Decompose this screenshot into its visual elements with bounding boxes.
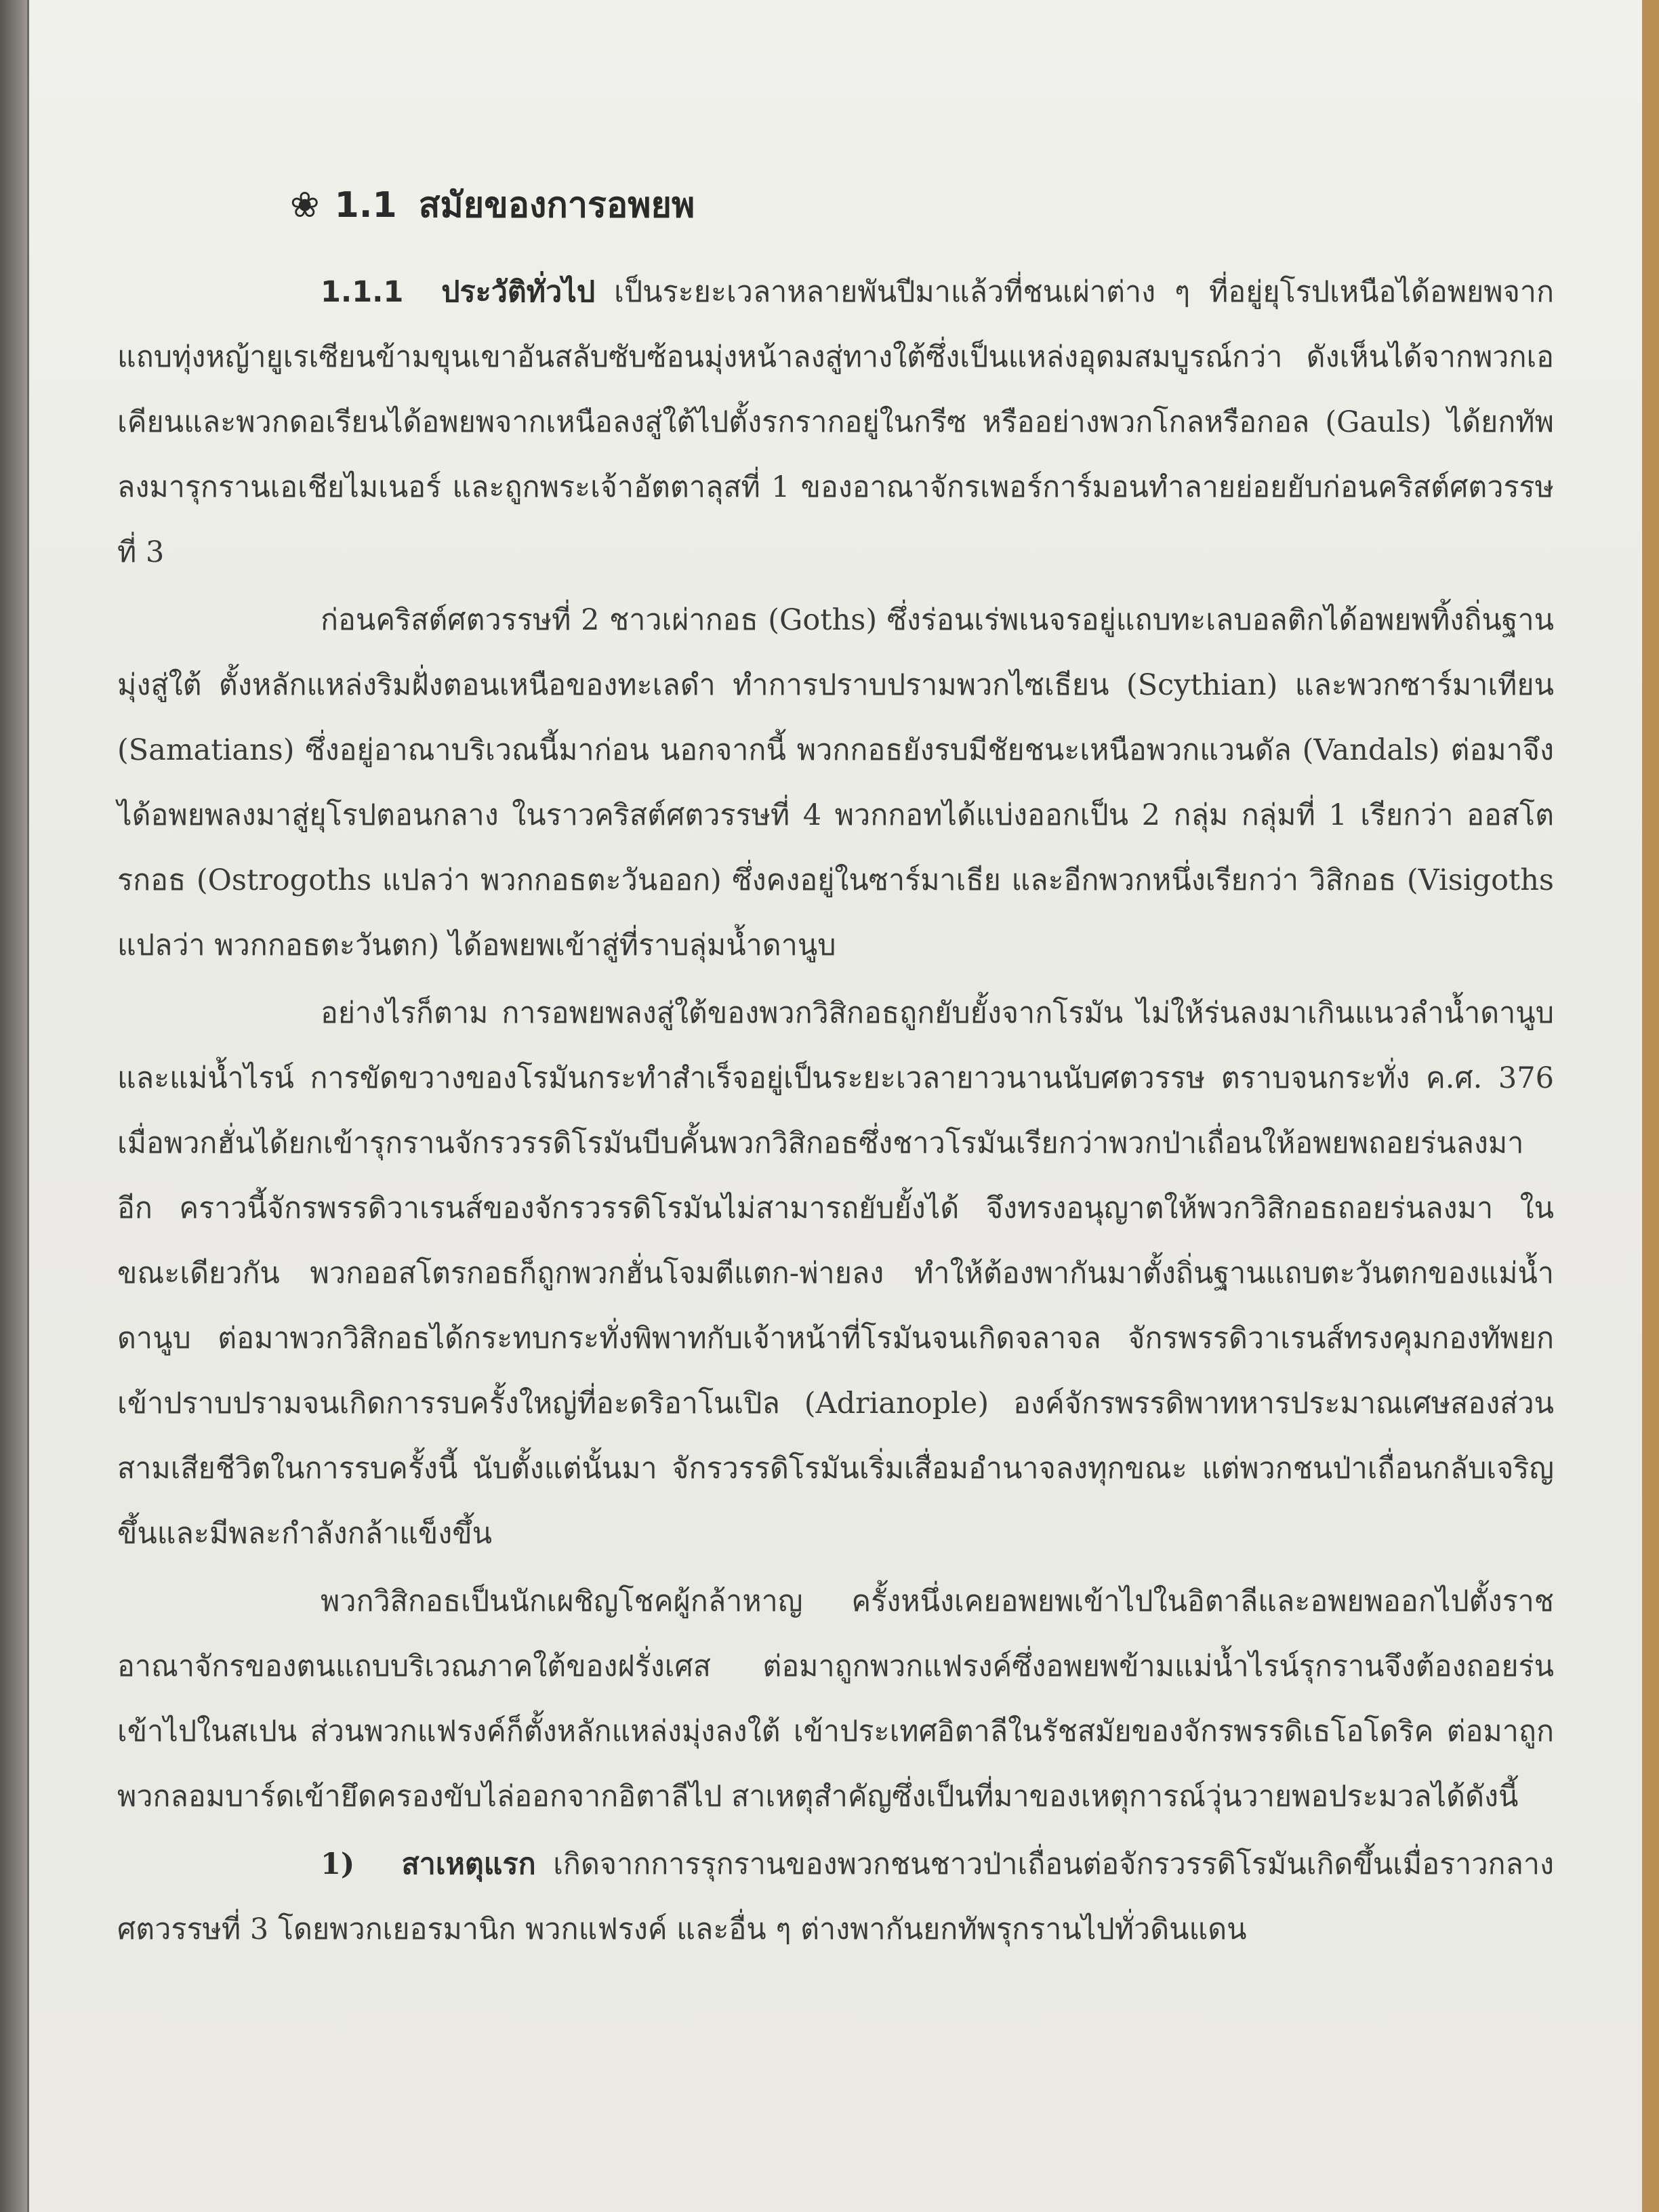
paragraph-1-text: เป็นระยะเวลาหลายพันปีมาแล้วที่ชนเผ่าต่าง ๆ ที่อยู่ยุโรปเหนือได้อพยพจากแถบทุ่งหญ้ายูเรเซียนข้ามขุนเขาอันสลับซับซ้อนมุ่งหน้าลงสู่ทางใต้ซึ่งเป็นแหล่งอุดมสมบูรณ์กว่า ดังเห็นได้จากพวกเอเคียนและพวกดอเรียนได้อพยพจากเหนือลงสู่ใต้ไปตั้งรกรากอยู่ในกรีซ หรืออย่างพวกโกลหรือกอล (Gauls) ได้ยกทัพลงมารุกรานเอเชียไมเนอร์ และถูกพระเจ้าอัตตาลุสที่ 1 ของอาณาจักรเพอร์การ์มอนทำลายย่อยยับก่อนคริสต์ศตวรรษที่ 3 — [117, 275, 1554, 569]
section-number: 1.1 — [334, 185, 397, 226]
book-page — [27, 0, 1642, 2212]
flower-ornament-icon: ❀ — [290, 185, 320, 226]
list-item-1-number: 1) — [321, 1847, 355, 1881]
paragraph-1 — [117, 260, 1554, 585]
subsection-number: 1.1.1 — [321, 275, 404, 309]
section-title: สมัยของการอพยพ — [418, 185, 695, 226]
section-heading — [290, 176, 1554, 232]
list-item-1-text: เกิดจากการรุกรานของพวกชนชาวป่าเถื่อนต่อจักรวรรดิโรมันเกิดขึ้นเมื่อราวกลางศตวรรษที่ 3 โดยพวกเยอรมานิก พวกแฟรงค์ และอื่น ๆ ต่างพากันยกทัพรุกรานไปทั่วดินแดน — [117, 1847, 1554, 1946]
page-content — [117, 176, 1554, 1965]
subsection-title: ประวัติทั่วไป — [441, 275, 596, 309]
paragraph-4: พวกวิสิกอธเป็นนักเผชิญโชคผู้กล้าหาญ ครั้งหนึ่งเคยอพยพเข้าไปในอิตาลีและอพยพออกไปตั้งราชอาณาจักรของตนแถบบริเวณภาคใต้ของฝรั่งเศส ต่อมาถูกพวกแฟรงค์ซึ่งอพยพข้ามแม่น้ำไรน์รุกรานจึงต้องถอยร่นเข้าไปในสเปน ส่วนพวกแฟรงค์ก็ตั้งหลักแหล่งมุ่งลงใต้ เข้าประเทศอิตาลีในรัชสมัยของจักรพรรดิเธโอโดริค ต่อมาถูกพวกลอมบาร์ดเข้ายึดครองขับไล่ออกจากอิตาลีไป สาเหตุสำคัญซึ่งเป็นที่มาของเหตุการณ์วุ่นวายพอประมวลได้ดังนี้ — [117, 1584, 1554, 1814]
paragraph-3: อย่างไรก็ตาม การอพยพลงสู่ใต้ของพวกวิสิกอธถูกยับยั้งจากโรมัน ไม่ให้ร่นลงมาเกินแนวลำน้ำดานูบและแม่น้ำไรน์ การขัดขวางของโรมันกระทำสำเร็จอยู่เป็นระยะเวลายาวนานนับศตวรรษ ตราบจนกระทั่ง ค.ศ. 376 เมื่อพวกฮั่นได้ยกเข้ารุกรานจักรวรรดิโรมันบีบคั้นพวกวิสิกอธซึ่งชาวโรมันเรียกว่าพวกป่าเถื่อนให้อพยพถอยร่นลงมาอีก คราวนี้จักรพรรดิวาเรนส์ของจักรวรรดิโรมันไม่สามารถยับยั้งได้ จึงทรงอนุญาตให้พวกวิสิกอธถอยร่นลงมา ในขณะเดียวกัน พวกออสโตรกอธก็ถูกพวกฮั่นโจมตีแตก-พ่ายลง ทำให้ต้องพากันมาตั้งถิ่นฐานแถบตะวันตกของแม่น้ำดานูบ ต่อมาพวกวิสิกอธได้กระทบกระทั่งพิพาทกับเจ้าหน้าที่โรมันจนเกิดจลาจล จักรพรรดิวาเรนส์ทรงคุมกองทัพยกเข้าปราบปรามจนเกิดการรบครั้งใหญ่ที่อะดริอาโนเปิล (Adrianople) องค์จักรพรรดิพาทหารประมาณเศษสองส่วนสามเสียชีวิตในการรบครั้งนี้ นับตั้งแต่นั้นมา จักรวรรดิโรมันเริ่มเสื่อมอำนาจลงทุกขณะ แต่พวกชนป่าเถื่อนกลับเจริญขึ้นและมีพละกำลังกล้าแข็งขึ้น — [117, 996, 1554, 1551]
list-item-1 — [117, 1832, 1554, 1962]
list-item-1-title: สาเหตุแรก — [401, 1847, 536, 1881]
paragraph-2: ก่อนคริสต์ศตวรรษที่ 2 ชาวเผ่ากอธ (Goths) ซึ่งร่อนเร่พเนจรอยู่แถบทะเลบอลติกได้อพยพทิ้งถิ่นฐานมุ่งสู่ใต้ ตั้งหลักแหล่งริมฝั่งตอนเหนือของทะเลดำ ทำการปราบปรามพวกไซเธียน (Scythian) และพวกซาร์มาเทียน (Samatians) ซึ่งอยู่อาณาบริเวณนี้มาก่อน นอกจากนี้ พวกกอธยังรบมีชัยชนะเหนือพวกแวนดัล (Vandals) ต่อมาจึงได้อพยพลงมาสู่ยุโรปตอนกลาง ในราวคริสต์ศตวรรษที่ 4 พวกกอทได้แบ่งออกเป็น 2 กลุ่ม กลุ่มที่ 1 เรียกว่า ออสโตรกอธ (Ostrogoths แปลว่า พวกกอธตะวันออก) ซึ่งคงอยู่ในซาร์มาเธีย และอีกพวกหนึ่งเรียกว่า วิสิกอธ (Visigoths แปลว่า พวกกอธตะวันตก) ได้อพยพเข้าสู่ที่ราบลุ่มน้ำดานูบ — [117, 603, 1554, 962]
